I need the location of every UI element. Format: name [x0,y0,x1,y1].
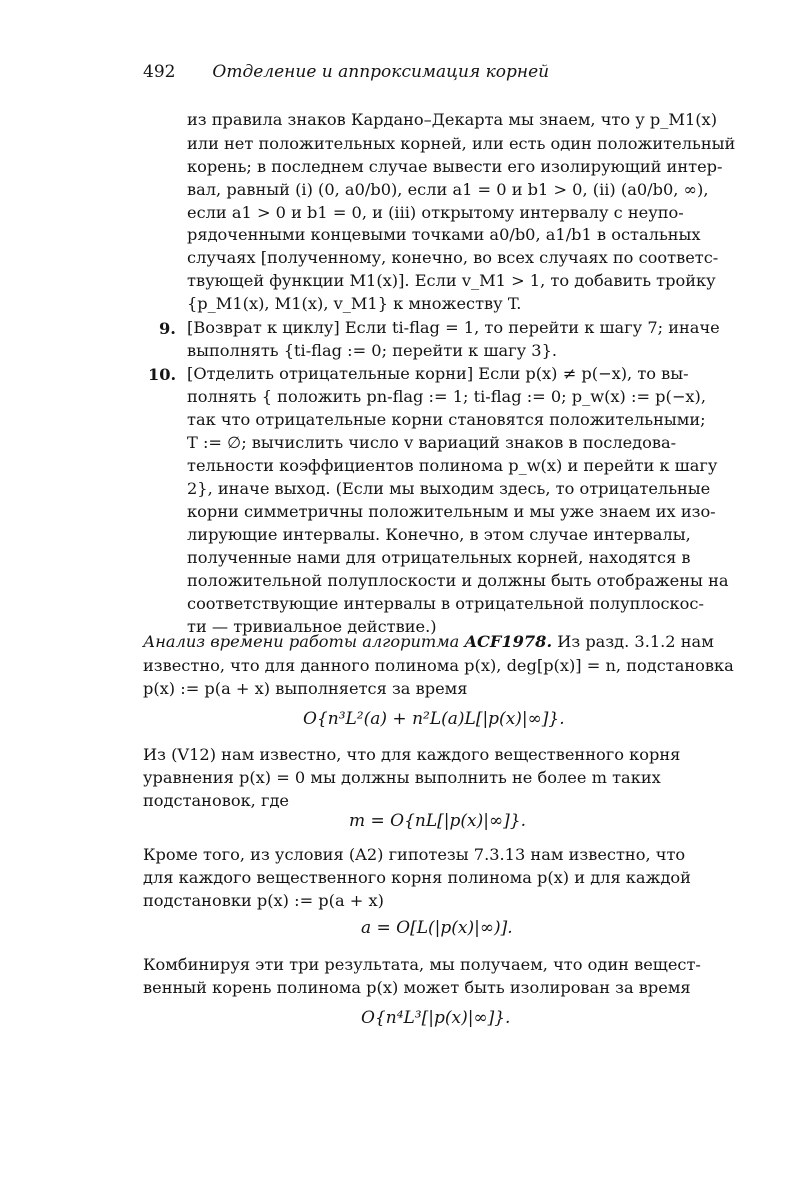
text-line: ти — тривиальное действие.) [187,617,437,636]
text-line: Комбинируя эти три результата, мы получаем, что один вещест- [143,955,701,974]
section-lead-in: Анализ времени работы алгоритма [143,632,460,651]
text-line: [Возврат к циклу] Если ti-flag = 1, то перейти к шагу 7; иначе [187,318,720,337]
page-number: 492 [143,62,176,82]
algorithm-name: ACF1978. [464,632,553,651]
text-line: рядоченными концевыми точками a0/b0, a1/b1 в остальных [187,225,701,244]
text-line: из правила знаков Кардано–Декарта мы знаем, что у p_M1(x) [187,110,718,129]
text-line: венный корень полинома p(x) может быть изолирован за время [143,978,691,997]
text-line: выполнять {ti-flag := 0; перейти к шагу 3}. [187,341,558,360]
lead-in-rest: Из разд. 3.1.2 нам [552,632,714,651]
text-line: так что отрицательные корни становятся положительными; [187,410,706,429]
text-line: Кроме того, из условия (A2) гипотезы 7.3.13 нам известно, что [143,845,686,864]
text-line: Из (V12) нам известно, что для каждого вещественного корня [143,745,681,764]
text-line: соответствующие интервалы в отрицательной полуплоскос- [187,594,704,613]
page-header [143,62,549,82]
text-line [143,631,714,653]
text-line: вал, равный (i) (0, a0/b0), если a1 = 0 и b1 > 0, (ii) (a0/b0, ∞), [187,180,709,199]
running-title: Отделение и аппроксимация корней [212,62,550,82]
text-line: случаях [полученному, конечно, во всех случаях по соответс- [187,248,719,267]
text-line: твующей функции M1(x)]. Если v_M1 > 1, то добавить тройку [187,271,716,290]
text-line: полученные нами для отрицательных корней, находятся в [187,548,691,567]
formula-total-time: O{n⁴L³[|p(x)|∞]}. [361,1008,511,1028]
text-line: корень; в последнем случае вывести его изолирующий интер- [187,157,723,176]
text-line: лирующие интервалы. Конечно, в этом случае интервалы, [187,525,691,544]
text-line: уравнения p(x) = 0 мы должны выполнить не более m таких [143,768,661,787]
text-line: тельности коэффициентов полинома p_w(x) и перейти к шагу [187,456,718,475]
formula-substitution-time: O{n³L²(a) + n²L(a)L[|p(x)|∞]}. [303,709,565,729]
formula-a: a = O[L(|p(x)|∞)]. [361,918,513,938]
text-line: положительной полуплоскости и должны быть отображены на [187,571,729,590]
text-line: {p_M1(x), M1(x), v_M1} к множеству T. [187,294,522,313]
text-line: известно, что для данного полинома p(x), deg[p(x)] = n, подстановка [143,656,734,675]
text-line: полнять { положить pn-flag := 1; ti-flag := 0; p_w(x) := p(−x), [187,387,706,406]
text-line: p(x) := p(a + x) выполняется за время [143,679,468,698]
text-line: если a1 > 0 и b1 = 0, и (iii) открытому интервалу с неупо- [187,203,684,222]
text-line: подстановки p(x) := p(a + x) [143,891,384,910]
step-marker: 9. [159,319,176,338]
text-line: подстановок, где [143,791,290,810]
text-line: для каждого вещественного корня полинома p(x) и для каждой [143,868,691,887]
text-line: T := ∅; вычислить число v вариаций знаков в последова- [187,433,677,452]
text-line: или нет положительных корней, или есть один положительный [187,134,736,153]
text-line: корни симметричны положительным и мы уже знаем их изо- [187,502,716,521]
step-marker: 10. [148,365,177,384]
text-line: [Отделить отрицательные корни] Если p(x) ≠ p(−x), то вы- [187,364,689,383]
formula-m: m = O{nL[|p(x)|∞]}. [349,811,526,831]
text-line: 2}, иначе выход. (Если мы выходим здесь, то отрицательные [187,479,711,498]
